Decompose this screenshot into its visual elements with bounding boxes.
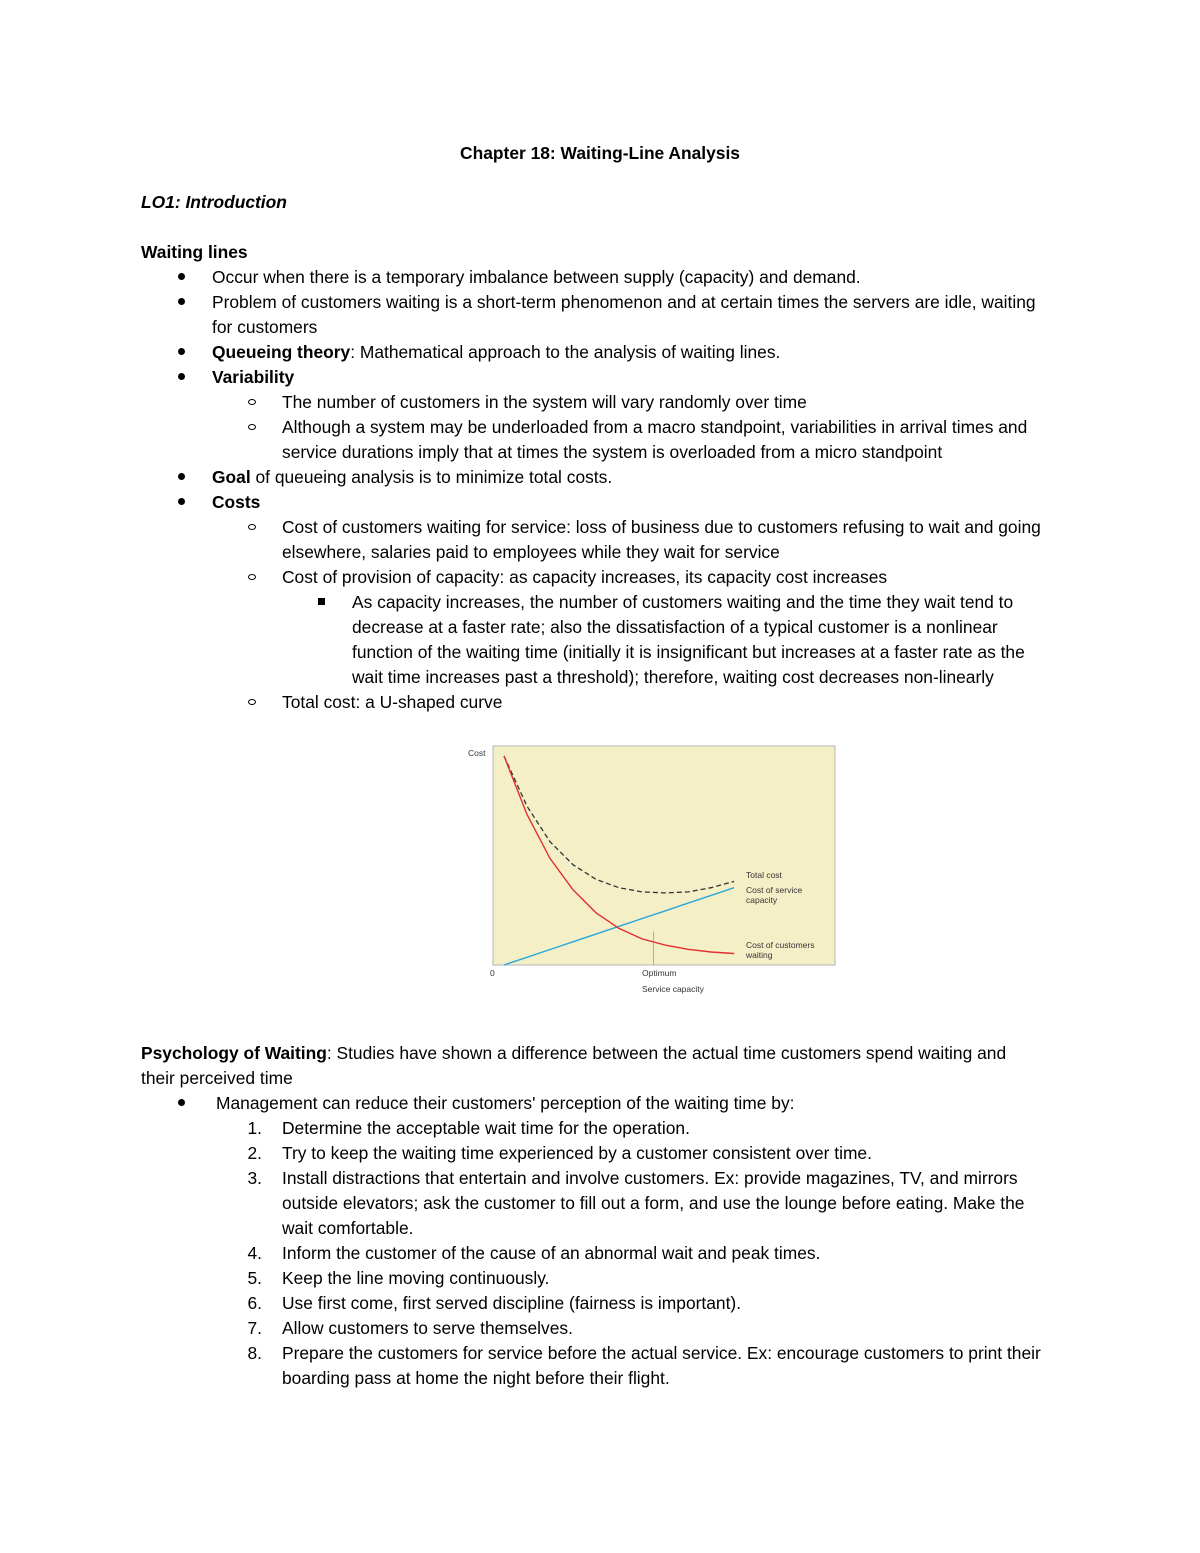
bullet-circle-icon: [248, 699, 256, 705]
list-number: 6.: [247, 1293, 262, 1313]
section-lo1-heading: LO1: Introduction: [141, 192, 287, 212]
bullet-dot-icon: [178, 473, 185, 480]
sub-bullet-text: Cost of provision of capacity: as capacity increases, its capacity cost increases: [282, 567, 888, 587]
sub-bullet-text: The number of customers in the system will vary randomly over time: [282, 392, 807, 412]
x-tick-label-optimum: Optimum: [642, 968, 677, 978]
psychology-text: : Studies have shown a difference between the actual time customers spend waiting and: [326, 1043, 1007, 1063]
sub-bullet-text: elsewhere, salaries paid to employees while they wait for service: [282, 542, 780, 562]
legend-service-capacity-l2: capacity: [746, 895, 778, 905]
list-item-text: Try to keep the waiting time experienced by a customer consistent over time.: [282, 1143, 872, 1163]
cost-tradeoff-chart: [464, 740, 844, 1002]
list-item-text: Inform the customer of the cause of an abnormal wait and peak times.: [282, 1243, 821, 1263]
legend-total-cost: Total cost: [746, 870, 782, 880]
bullet-dot-icon: [178, 1099, 185, 1106]
list-item-text: boarding pass at home the night before their flight.: [282, 1368, 670, 1388]
bullet-dot-icon: [178, 498, 185, 505]
list-number: 2.: [247, 1143, 262, 1163]
psychology-paragraph-line2: their perceived time: [141, 1068, 293, 1088]
sub-bullet-text: Total cost: a U-shaped curve: [282, 692, 503, 712]
term-queueing-theory: Queueing theory: [212, 342, 351, 362]
sub-bullet-text: service durations imply that at times the system is overloaded from a micro standpoint: [282, 442, 943, 462]
chart-plot-area: [493, 746, 835, 965]
waiting-lines-heading: Waiting lines: [141, 242, 248, 262]
list-item-text: Use first come, first served discipline (fairness is important).: [282, 1293, 742, 1313]
bullet-text: Management can reduce their customers' perception of the waiting time by:: [216, 1093, 795, 1113]
term-goal: Goal: [212, 467, 251, 487]
list-number: 5.: [247, 1268, 262, 1288]
term-psychology-of-waiting: Psychology of Waiting: [141, 1043, 327, 1063]
sub-bullet-text: Cost of customers waiting for service: loss of business due to customers refusing to wait and going: [282, 517, 1041, 537]
bullet-circle-icon: [248, 399, 256, 405]
bullet-circle-icon: [248, 424, 256, 430]
list-number: 8.: [247, 1343, 262, 1363]
list-item-text: outside elevators; ask the customer to fill out a form, and use the lounge before eating. Make the: [282, 1193, 1025, 1213]
bullet-circle-icon: [248, 524, 256, 530]
list-number: 4.: [247, 1243, 262, 1263]
bullet-dot-icon: [178, 373, 185, 380]
list-item-text: Prepare the customers for service before the actual service. Ex: encourage customers to print their: [282, 1343, 1041, 1363]
list-number: 1.: [247, 1118, 262, 1138]
x-axis-label: Service capacity: [642, 984, 704, 994]
bullet-text: for customers: [212, 317, 318, 337]
x-tick-label-0: 0: [490, 968, 495, 978]
sub-sub-bullet-text: As capacity increases, the number of customers waiting and the time they wait tend to: [352, 592, 1014, 612]
bullet-dot-icon: [178, 298, 185, 305]
list-number: 3.: [247, 1168, 262, 1188]
sub-sub-bullet-text: wait time increases past a threshold); therefore, waiting cost decreases non-linearly: [352, 667, 994, 687]
definition-text: of queueing analysis is to minimize total costs.: [250, 467, 613, 487]
list-item-text: Install distractions that entertain and involve customers. Ex: provide magazines, TV, and mirrors: [282, 1168, 1018, 1188]
legend-customers-waiting-l2: waiting: [746, 950, 773, 960]
term-variability: Variability: [212, 367, 295, 387]
legend-service-capacity-l1: Cost of service: [746, 885, 803, 895]
definition-text: : Mathematical approach to the analysis of waiting lines.: [350, 342, 781, 362]
list-item-text: Keep the line moving continuously.: [282, 1268, 550, 1288]
bullet-text: Problem of customers waiting is a short-term phenomenon and at certain times the servers are idle, waiting: [212, 292, 1036, 312]
sub-sub-bullet-text: function of the waiting time (initially it is insignificant but increases at a faster rate as the: [352, 642, 1025, 662]
term-costs: Costs: [212, 492, 261, 512]
sub-sub-bullet-text: decrease at a faster rate; also the dissatisfaction of a typical customer is a nonlinear: [352, 617, 998, 637]
bullet-dot-icon: [178, 348, 185, 355]
bullet-text: [212, 340, 780, 365]
list-item-text: Allow customers to serve themselves.: [282, 1318, 573, 1338]
page-title: Chapter 18: Waiting-Line Analysis: [460, 143, 740, 163]
bullet-square-icon: [318, 598, 325, 605]
legend-customers-waiting-l1: Cost of customers: [746, 940, 815, 950]
bullet-text: [212, 465, 612, 490]
list-number: 7.: [247, 1318, 262, 1338]
bullet-text: Occur when there is a temporary imbalance between supply (capacity) and demand.: [212, 267, 861, 287]
y-axis-label: Cost: [468, 748, 486, 758]
sub-bullet-text: Although a system may be underloaded from a macro standpoint, variabilities in arrival times and: [282, 417, 1028, 437]
bullet-circle-icon: [248, 574, 256, 580]
list-item-text: Determine the acceptable wait time for the operation.: [282, 1118, 690, 1138]
bullet-dot-icon: [178, 273, 185, 280]
psychology-paragraph-line1: [141, 1041, 1006, 1066]
list-item-text: wait comfortable.: [282, 1218, 414, 1238]
